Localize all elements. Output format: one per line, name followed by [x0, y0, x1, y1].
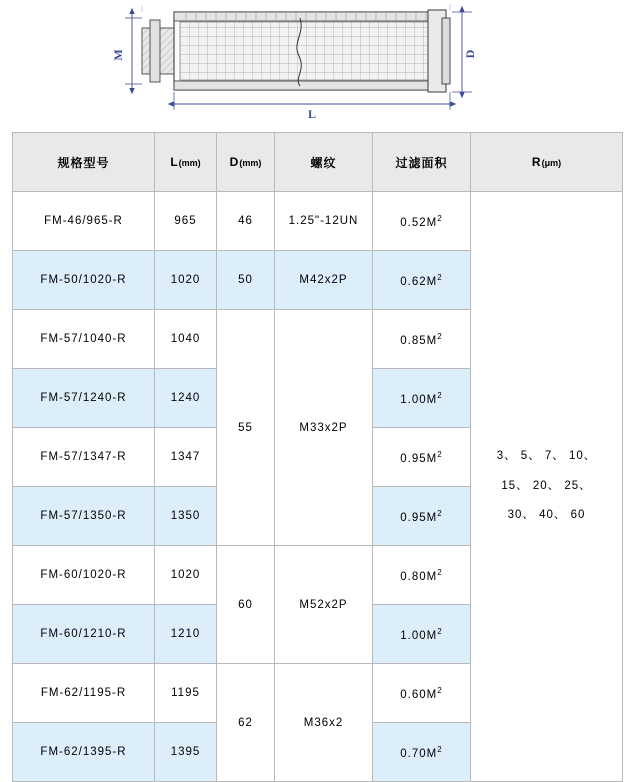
cell-filter-area	[373, 664, 471, 723]
cell-diameter: 46	[217, 192, 275, 251]
cell-area-value: 0.95	[400, 511, 427, 524]
header-diameter-text: D	[229, 155, 240, 169]
cell-thread: M36x2	[275, 664, 373, 782]
cell-area-unit: M	[426, 629, 438, 642]
header-length	[155, 133, 217, 192]
table-header-row	[13, 133, 623, 192]
cell-length: 1020	[155, 251, 217, 310]
cell-area-value: 0.60	[400, 688, 427, 701]
cell-thread: M42x2P	[275, 251, 373, 310]
cell-length: 1195	[155, 664, 217, 723]
cell-length: 1347	[155, 428, 217, 487]
specification-table	[12, 132, 623, 782]
cell-area-exp: 2	[437, 685, 443, 695]
rating-line-3: 30、 40、 60	[507, 509, 586, 522]
label-d: D	[463, 49, 477, 59]
cell-filter-area	[373, 428, 471, 487]
cell-area-unit: M	[426, 275, 438, 288]
cell-area-value: 1.00	[400, 393, 427, 406]
element-body	[142, 10, 450, 92]
header-rating	[471, 133, 623, 192]
cell-area-value: 0.80	[400, 570, 427, 583]
header-diameter-unit: (mm)	[239, 158, 262, 168]
cell-model: FM-60/1020-R	[13, 546, 155, 605]
rating-line-1: 3、 5、 7、 10、	[496, 449, 597, 462]
cell-diameter: 55	[217, 310, 275, 546]
cell-area-unit: M	[426, 393, 438, 406]
cell-filter-area	[373, 310, 471, 369]
cell-filter-area	[373, 192, 471, 251]
header-diameter	[217, 133, 275, 192]
cell-area-exp: 2	[437, 744, 443, 754]
cell-filter-area	[373, 723, 471, 782]
cell-thread: M33x2P	[275, 310, 373, 546]
cell-filter-area	[373, 605, 471, 664]
cell-model: FM-57/1347-R	[13, 428, 155, 487]
cell-diameter: 62	[217, 664, 275, 782]
cell-area-exp: 2	[437, 449, 443, 459]
header-thread	[275, 133, 373, 192]
header-length-text: L	[170, 155, 179, 169]
header-rating-unit: (μm)	[541, 158, 562, 168]
filter-element-cross-section-drawing	[0, 0, 634, 122]
rating-line-2: 15、 20、 25、	[501, 479, 592, 492]
cell-model: FM-60/1210-R	[13, 605, 155, 664]
cell-length: 1210	[155, 605, 217, 664]
cell-filter-area	[373, 251, 471, 310]
cell-area-value: 1.00	[400, 629, 427, 642]
cell-filter-area	[373, 546, 471, 605]
header-rating-text: R	[531, 155, 542, 169]
cell-model: FM-62/1195-R	[13, 664, 155, 723]
cell-filter-area	[373, 487, 471, 546]
cell-length: 1395	[155, 723, 217, 782]
cell-area-exp: 2	[437, 390, 443, 400]
cell-area-unit: M	[426, 216, 438, 229]
cell-area-unit: M	[426, 511, 438, 524]
cell-length: 1240	[155, 369, 217, 428]
cell-area-unit: M	[426, 570, 438, 583]
cell-area-unit: M	[426, 747, 438, 760]
cell-diameter: 60	[217, 546, 275, 664]
table-row	[13, 192, 623, 251]
header-filter-area-text: 过滤面积	[395, 155, 448, 170]
product-diagram	[0, 0, 634, 122]
cell-area-unit: M	[426, 452, 438, 465]
cell-rating	[471, 192, 623, 782]
cell-model: FM-46/965-R	[13, 192, 155, 251]
cell-model: FM-57/1350-R	[13, 487, 155, 546]
cell-length: 965	[155, 192, 217, 251]
cell-area-exp: 2	[437, 567, 443, 577]
header-filter-area	[373, 133, 471, 192]
cell-area-value: 0.52	[400, 216, 427, 229]
cell-length: 1350	[155, 487, 217, 546]
cell-thread: M52x2P	[275, 546, 373, 664]
cell-model: FM-62/1395-R	[13, 723, 155, 782]
cell-length: 1040	[155, 310, 217, 369]
label-m: M	[111, 49, 125, 61]
cell-model: FM-57/1040-R	[13, 310, 155, 369]
dimension-m	[125, 14, 142, 88]
label-l: L	[307, 107, 317, 121]
cell-thread: 1.25"-12UN	[275, 192, 373, 251]
cell-area-exp: 2	[437, 331, 443, 341]
specification-table-container	[12, 132, 622, 782]
cell-model: FM-50/1020-R	[13, 251, 155, 310]
cell-area-value: 0.62	[400, 275, 427, 288]
cell-area-exp: 2	[437, 213, 443, 223]
header-length-unit: (mm)	[178, 158, 201, 168]
cell-area-value: 0.95	[400, 452, 427, 465]
cell-diameter: 50	[217, 251, 275, 310]
header-model-text: 规格型号	[57, 155, 110, 170]
cell-area-exp: 2	[437, 626, 443, 636]
cell-area-unit: M	[426, 334, 438, 347]
cell-filter-area	[373, 369, 471, 428]
cell-area-exp: 2	[437, 272, 443, 282]
cell-area-value: 0.70	[400, 747, 427, 760]
header-model	[13, 133, 155, 192]
cell-model: FM-57/1240-R	[13, 369, 155, 428]
cell-area-unit: M	[426, 688, 438, 701]
cell-area-exp: 2	[437, 508, 443, 518]
cell-length: 1020	[155, 546, 217, 605]
cell-area-value: 0.85	[400, 334, 427, 347]
header-thread-text: 螺纹	[310, 155, 337, 170]
